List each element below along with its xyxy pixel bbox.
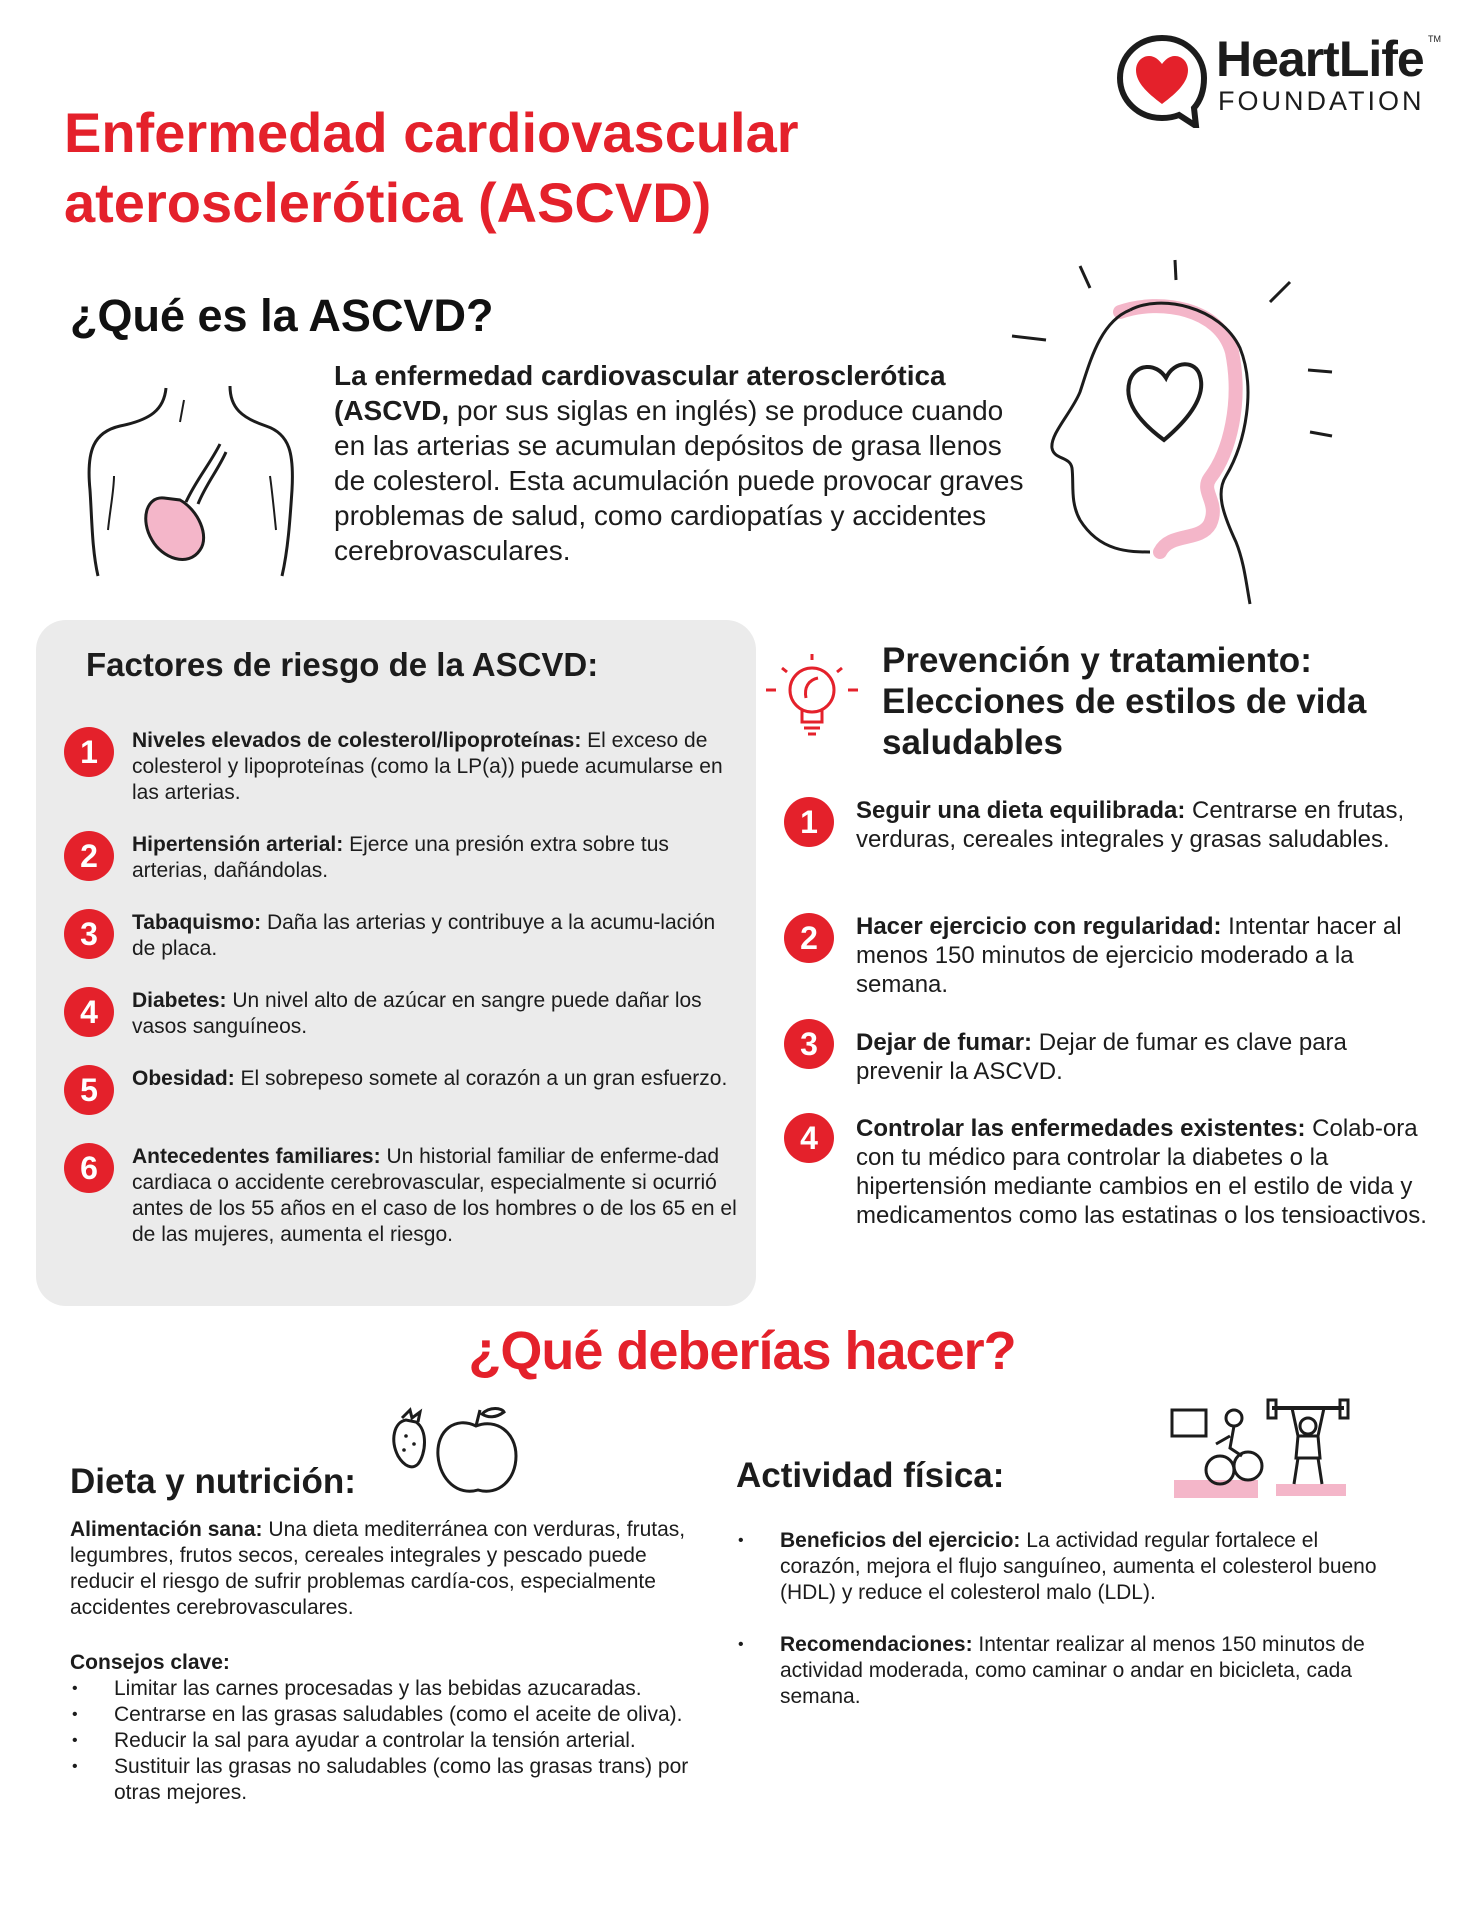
prevention-item-3-text: Dejar de fumar es clave para prevenir la ASCVD.	[856, 1029, 1347, 1085]
risk-number-3: 3	[64, 909, 114, 959]
list-item: • Limitar las carnes procesadas y las bebidas azucaradas.	[70, 1676, 710, 1702]
activity-list	[736, 1528, 1396, 1710]
risk-number-4: 4	[64, 987, 114, 1037]
list-item: • Centrarse en las grasas saludables (como el aceite de oliva).	[70, 1702, 710, 1728]
risk-item-5	[132, 1066, 732, 1092]
prevention-item-4-text: Colab-ora con tu médico para controlar la diabetes o la hipertensión mediante cambios en el estilo de vida y medicamentos como las estatinas o los tensioactivos.	[856, 1115, 1427, 1229]
list-item: • Sustituir las grasas no saludables (como las grasas trans) por otras mejores.	[70, 1754, 710, 1806]
diet-heading: Dieta y nutrición:	[70, 1462, 356, 1501]
risk-item-4	[132, 988, 732, 1040]
activity-item-2-text: Intentar realizar al menos 150 minutos de actividad moderada, como caminar o andar en bicicleta, cada semana.	[780, 1633, 1365, 1708]
risk-item-6-bold: Antecedentes familiares:	[132, 1145, 381, 1168]
brand-subtitle: FOUNDATION	[1218, 86, 1425, 116]
risk-item-6	[132, 1144, 738, 1248]
prevention-heading	[882, 640, 1442, 763]
diet-bold: Alimentación sana:	[70, 1518, 263, 1541]
risk-item-2-text: Ejerce una presión extra sobre tus arterias, dañándolas.	[132, 833, 669, 882]
prevention-item-4-bold: Controlar las enfermedades existentes:	[856, 1115, 1306, 1142]
risk-item-3-bold: Tabaquismo:	[132, 911, 262, 934]
risk-number-6: 6	[64, 1143, 114, 1193]
activity-item-2-bold: Recomendaciones:	[780, 1633, 973, 1656]
prevention-item-4	[856, 1114, 1436, 1230]
risk-item-5-text: El sobrepeso somete al corazón a un gran esfuerzo.	[234, 1067, 728, 1090]
page-title	[64, 98, 799, 238]
what-is-text: por sus siglas en inglés) se produce cuando en las arterias se acumulan depósitos de grasa llenos de colesterol. Esta acumulación puede provocar graves problemas de salud, como cardiopatías y accidentes cerebrovasculares.	[334, 395, 1024, 566]
prevention-number-3: 3	[784, 1019, 834, 1069]
title-line-1: Enfermedad cardiovascular	[64, 101, 799, 164]
prevention-number-2: 2	[784, 913, 834, 963]
risk-factors-heading: Factores de riesgo de la ASCVD:	[86, 646, 599, 683]
what-to-do-heading: ¿Qué deberías hacer?	[468, 1321, 1016, 1381]
risk-item-1-bold: Niveles elevados de colesterol/lipoproteínas:	[132, 729, 582, 752]
diet-text: Una dieta mediterránea con verduras, frutas, legumbres, frutos secos, cereales integrales y pescado puede reducir el riesgo de sufrir problemas cardía-cos, especialmente accidentes cerebrovasculares.	[70, 1518, 686, 1619]
prevention-item-3-bold: Dejar de fumar:	[856, 1029, 1033, 1056]
prevention-item-1-text: Centrarse en frutas, verduras, cereales integrales y grasas saludables.	[856, 797, 1405, 853]
lightbulb-icon	[762, 648, 862, 748]
torso-illustration-icon	[80, 380, 300, 580]
risk-item-1	[132, 728, 732, 806]
prevention-item-1-bold: Seguir una dieta equilibrada:	[856, 797, 1186, 824]
prevention-item-2-text: Intentar hacer al menos 150 minutos de ejercicio moderado a la semana.	[856, 913, 1402, 998]
list-item: • Reducir la sal para ayudar a controlar la tensión arterial.	[70, 1728, 710, 1754]
risk-item-2-bold: Hipertensión arterial:	[132, 833, 344, 856]
risk-item-5-bold: Obesidad:	[132, 1067, 235, 1090]
list-item	[736, 1528, 1396, 1606]
fruit-icon	[386, 1400, 526, 1500]
prevention-number-1: 1	[784, 797, 834, 847]
prevention-item-2-bold: Hacer ejercicio con regularidad:	[856, 913, 1222, 940]
brand-tm: TM	[1428, 34, 1441, 44]
risk-item-3	[132, 910, 732, 962]
activity-heading: Actividad física:	[736, 1456, 1005, 1495]
activity-item-1-bold: Beneficios del ejercicio:	[780, 1529, 1021, 1552]
prevention-item-3	[856, 1028, 1436, 1086]
brand-name: HeartLife	[1216, 31, 1424, 87]
exercise-icon	[1168, 1396, 1358, 1506]
risk-item-1-text: El exceso de colesterol y lipoproteínas (como la LP(a)) puede acumularse en las arterias.	[132, 729, 723, 804]
risk-number-2: 2	[64, 831, 114, 881]
risk-number-5: 5	[64, 1065, 114, 1115]
title-line-2: aterosclerótica (ASCVD)	[64, 171, 712, 234]
what-is-heading: ¿Qué es la ASCVD?	[70, 290, 494, 341]
prevention-item-1	[856, 796, 1436, 854]
risk-number-1: 1	[64, 727, 114, 777]
prevention-heading-line-2: Elecciones de estilos de vida	[882, 682, 1367, 721]
activity-item-1-text: La actividad regular fortalece el corazón, mejora el flujo sanguíneo, aumenta el colesterol bueno (HDL) y reduce el colesterol malo (LDL).	[780, 1529, 1377, 1604]
head-heart-illustration-icon	[1010, 252, 1350, 612]
prevention-item-2	[856, 912, 1436, 999]
risk-item-4-bold: Diabetes:	[132, 989, 227, 1012]
risk-item-3-text: Daña las arterias y contribuye a la acumu-lación de placa.	[132, 911, 716, 960]
diet-description	[70, 1517, 690, 1621]
what-is-description	[334, 358, 1034, 568]
prevention-number-4: 4	[784, 1113, 834, 1163]
prevention-heading-line-3: saludables	[882, 723, 1063, 762]
diet-tips-list	[70, 1676, 710, 1806]
diet-tips-heading: Consejos clave:	[70, 1651, 230, 1674]
what-is-bold: La enfermedad cardiovascular aterosclerótica (ASCVD,	[334, 360, 946, 426]
prevention-heading-line-1: Prevención y tratamiento:	[882, 641, 1312, 680]
risk-item-2	[132, 832, 732, 884]
risk-item-6-text: Un historial familiar de enferme-dad cardiaca o accidente cerebrovascular, especialmente si ocurrió antes de los 55 años en el caso de los hombres o de los 65 en el de las mujeres, aumenta el riesgo.	[132, 1145, 737, 1246]
risk-item-4-text: Un nivel alto de azúcar en sangre puede dañar los vasos sanguíneos.	[132, 989, 702, 1038]
list-item	[736, 1632, 1396, 1710]
